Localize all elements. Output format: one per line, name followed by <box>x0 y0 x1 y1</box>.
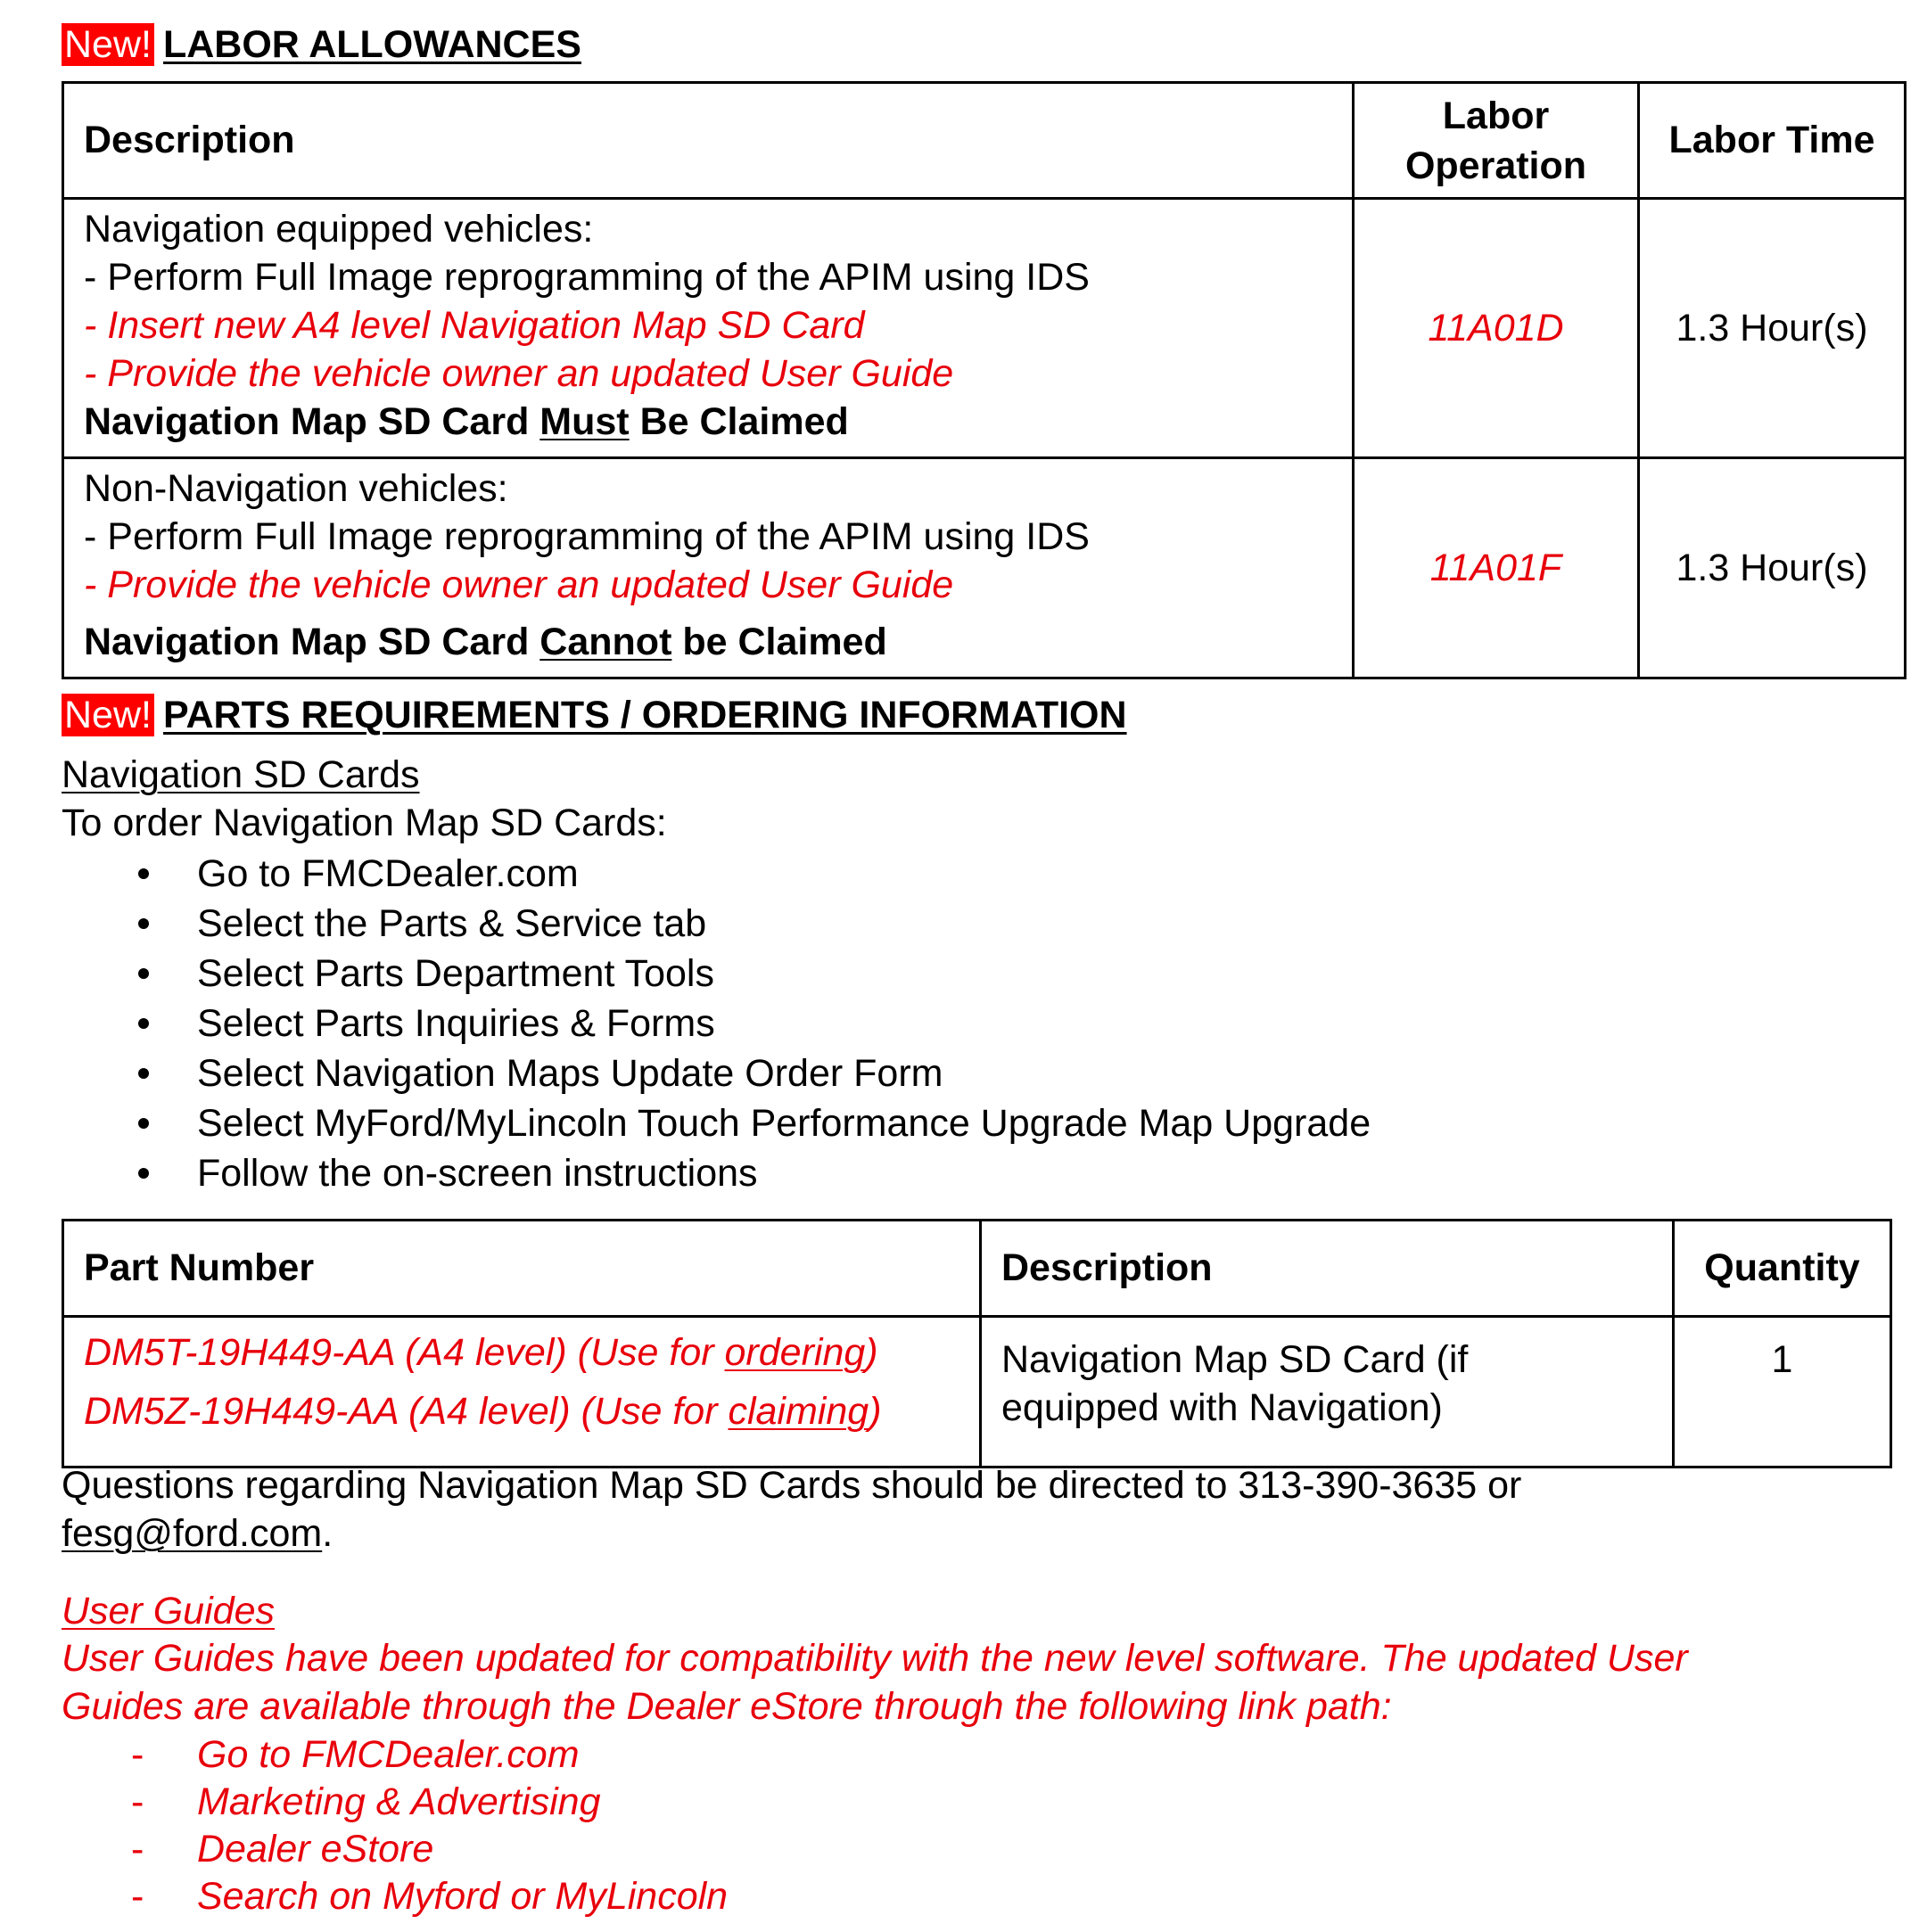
row2-labor-time: 1.3 Hour(s) <box>1639 458 1906 678</box>
header-labor-operation-line1: Labor <box>1442 94 1550 137</box>
row2-claim-emphasis: Cannot <box>539 621 672 663</box>
part-description-cell <box>981 1317 1674 1467</box>
row2-line3: - Provide the vehicle owner an updated User Guide <box>84 563 954 606</box>
bullet-icon <box>138 868 149 879</box>
row1-labor-operation: 11A01D <box>1354 199 1639 458</box>
user-guides-line1: User Guides have been updated for compatibility with the new level software. The updated User <box>62 1637 1688 1680</box>
list-item <box>62 949 1371 999</box>
step-text: Select MyFord/MyLincoln Touch Performance Upgrade Map Upgrade <box>197 1102 1371 1145</box>
parts-table <box>62 1219 1892 1468</box>
bullet-icon <box>138 1118 149 1129</box>
header-part-number: Part Number <box>63 1221 981 1317</box>
labor-row-navigation <box>63 199 1906 458</box>
row1-claim-post: Be Claimed <box>629 400 849 443</box>
row1-labor-time: 1.3 Hour(s) <box>1639 199 1906 458</box>
path-step: Dealer eStore <box>197 1828 434 1870</box>
bullet-icon <box>138 968 149 979</box>
list-item <box>62 1779 728 1826</box>
labor-row-non-navigation <box>63 458 1906 678</box>
parts-header-row <box>63 1221 1891 1317</box>
list-item <box>62 1826 728 1873</box>
questions-end: . <box>322 1512 334 1555</box>
questions-text: Questions regarding Navigation Map SD Cards should be directed to 313-390-3635 or <box>62 1464 1522 1507</box>
header-labor-time: Labor Time <box>1639 83 1906 199</box>
list-item <box>62 999 1371 1048</box>
row1-claim-pre: Navigation Map SD Card <box>84 400 540 443</box>
list-item <box>62 1731 728 1779</box>
user-guides-line2: Guides are available through the Dealer eStore through the following link path: <box>62 1685 1392 1728</box>
part-number-claiming <box>84 1382 959 1441</box>
step-text: Select the Parts & Service tab <box>197 902 707 945</box>
row2-line2: - Perform Full Image reprogramming of the APIM using IDS <box>84 515 1090 558</box>
new-badge: New! <box>62 694 154 736</box>
part-number-cell <box>63 1317 981 1467</box>
step-text: Select Navigation Maps Update Order Form <box>197 1052 943 1095</box>
ordering-steps-list <box>62 849 1371 1198</box>
order-intro: To order Navigation Map SD Cards: <box>62 802 667 844</box>
row2-description <box>63 458 1354 678</box>
parts-section-heading <box>62 696 1127 735</box>
row1-line3: - Insert new A4 level Navigation Map SD Card <box>84 304 865 347</box>
part-number-ordering <box>84 1323 959 1382</box>
part1-close: ) <box>865 1331 878 1374</box>
bullet-icon <box>138 1018 149 1029</box>
user-guides-heading: User Guides <box>62 1590 275 1632</box>
row2-line1: Non-Navigation vehicles: <box>84 467 508 510</box>
step-text: Select Parts Inquiries & Forms <box>197 1002 715 1045</box>
dash-marker: - <box>131 1828 144 1870</box>
path-step: Search on Myford or MyLincoln <box>197 1875 729 1918</box>
row1-line4: - Provide the vehicle owner an updated User Guide <box>84 352 954 395</box>
new-badge: New! <box>62 23 154 66</box>
bullet-icon <box>138 1168 149 1179</box>
part1-text: DM5T-19H449-AA (A4 level) (Use for <box>84 1331 725 1374</box>
part-description-line1: Navigation Map SD Card (if <box>1001 1338 1469 1381</box>
list-item <box>62 1098 1371 1148</box>
support-email-link[interactable]: fesg@ford.com <box>62 1512 323 1555</box>
part2-emphasis: claiming <box>728 1390 869 1433</box>
quantity-cell: 1 <box>1674 1317 1891 1467</box>
labor-header-row <box>63 83 1906 199</box>
row1-description <box>63 199 1354 458</box>
row1-line2: - Perform Full Image reprogramming of the APIM using IDS <box>84 256 1090 299</box>
table-row <box>63 1317 1891 1467</box>
header-labor-operation-line2: Operation <box>1404 144 1587 187</box>
labor-table <box>62 81 1906 679</box>
list-item <box>62 899 1371 949</box>
row2-claim-pre: Navigation Map SD Card <box>84 621 540 663</box>
header-quantity: Quantity <box>1674 1221 1891 1317</box>
list-item <box>62 849 1371 899</box>
step-text: Follow the on-screen instructions <box>197 1152 758 1195</box>
questions-contact <box>62 1509 333 1558</box>
step-text: Go to FMCDealer.com <box>197 852 579 895</box>
dash-marker: - <box>131 1733 144 1776</box>
dash-marker: - <box>131 1780 144 1823</box>
labor-section-heading <box>62 23 581 66</box>
row1-line1: Navigation equipped vehicles: <box>84 208 594 251</box>
dash-marker: - <box>131 1875 144 1918</box>
list-item <box>62 1148 1371 1198</box>
bullet-icon <box>138 918 149 929</box>
part2-text: DM5Z-19H449-AA (A4 level) (Use for <box>84 1390 729 1433</box>
header-labor-operation <box>1354 83 1639 199</box>
row2-claim-note <box>84 618 1332 666</box>
user-guide-path-list <box>62 1731 728 1920</box>
list-item <box>62 1873 728 1920</box>
row2-claim-post: be Claimed <box>671 621 887 663</box>
list-item <box>62 1048 1371 1098</box>
bullet-icon <box>138 1068 149 1079</box>
row1-claim-note <box>84 398 1332 446</box>
part1-emphasis: ordering <box>724 1331 866 1374</box>
part-description-line2: equipped with Navigation) <box>1001 1386 1443 1429</box>
row2-labor-operation: 11A01F <box>1354 458 1639 678</box>
labor-title: LABOR ALLOWANCES <box>162 23 581 66</box>
path-step: Go to FMCDealer.com <box>197 1733 580 1776</box>
navigation-sd-cards-subheading: Navigation SD Cards <box>62 753 420 796</box>
header-part-description: Description <box>981 1221 1674 1317</box>
step-text: Select Parts Department Tools <box>197 952 714 995</box>
row1-claim-emphasis: Must <box>539 400 630 443</box>
part2-close: ) <box>869 1390 882 1433</box>
header-description: Description <box>63 83 1354 199</box>
parts-title: PARTS REQUIREMENTS / ORDERING INFORMATION <box>162 694 1127 736</box>
path-step: Marketing & Advertising <box>197 1780 601 1823</box>
